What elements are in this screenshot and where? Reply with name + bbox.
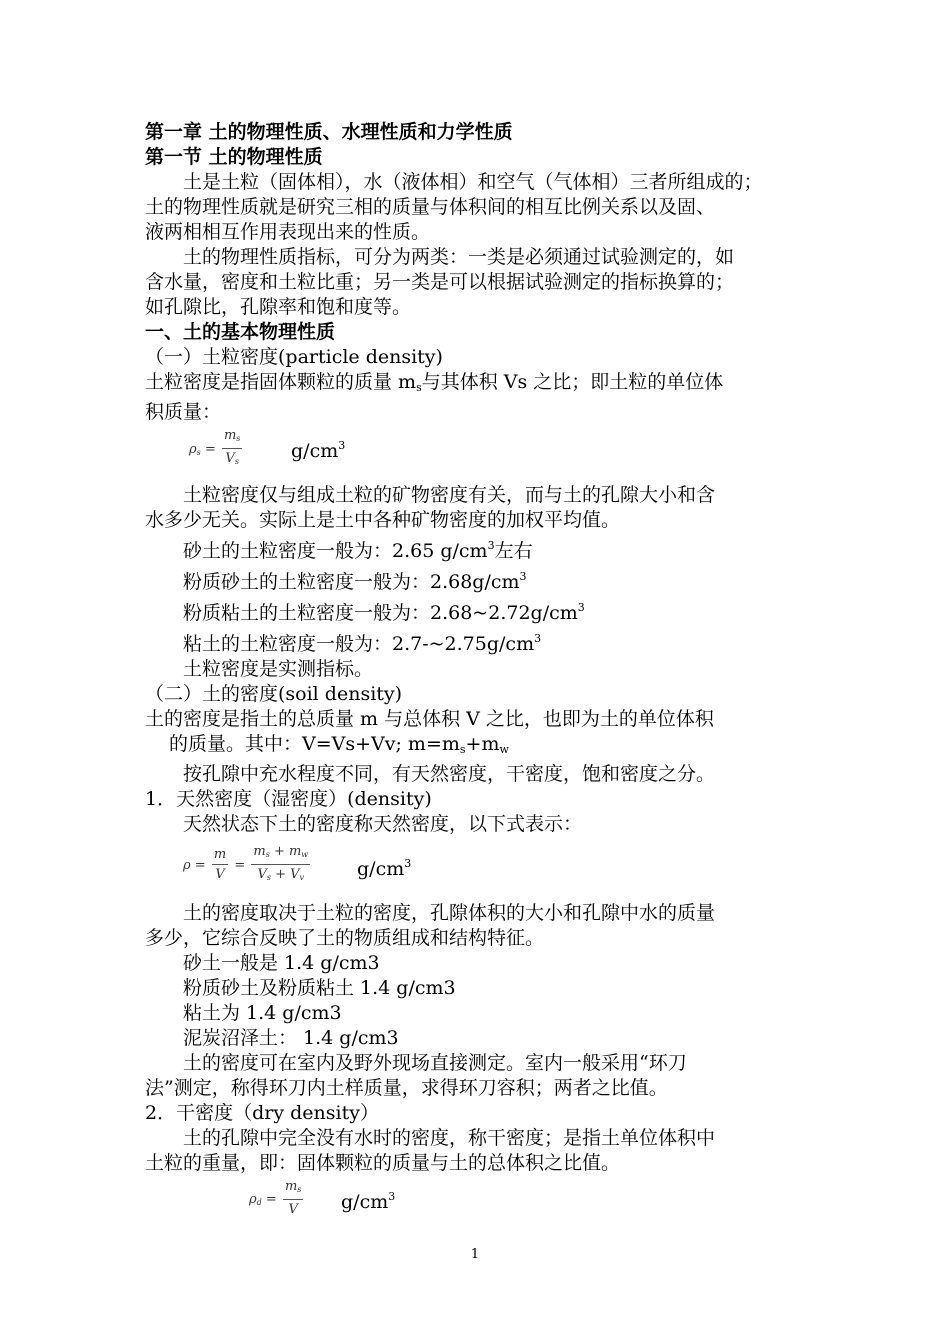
paragraph-line: 天然状态下土的密度称天然密度，以下式表示： [183, 813, 583, 835]
chapter-title: 第一章 土的物理性质、水理性质和力学性质 [145, 121, 513, 143]
paragraph-line: 土的密度可在室内及野外现场直接测定。室内一般采用“环刀 [183, 1052, 687, 1074]
paragraph-line: 土的密度是指土的总质量 m 与总体积 V 之比，也即为土的单位体积 [145, 708, 714, 730]
paragraph-line: 按孔隙中充水程度不同，有天然密度，干密度，饱和密度之分。 [183, 763, 716, 785]
paragraph-line: 土的孔隙中完全没有水时的密度，称干密度；是指土单位体积中 [183, 1127, 716, 1149]
paragraph-line: 土粒密度是指固体颗粒的质量 $m_s$与其体积 Vs 之比；即土粒的单位体 [145, 371, 724, 394]
paragraph-line: 土粒的重量，即：固体颗粒的质量与土的总体积之比值。 [145, 1152, 621, 1174]
paragraph-line: 液两相相互作用表现出来的性质。 [145, 221, 431, 243]
paragraph-line: 多少，它综合反映了土的物质组成和结构特征。 [145, 927, 545, 949]
paragraph-line: 砂土一般是 1.4 g/cm3 [183, 952, 380, 974]
paragraph-line: 粘土为 1.4 g/cm3 [183, 1002, 342, 1024]
subheading-dry-density: 2．干密度（dry density） [145, 1102, 379, 1124]
paragraph-line: 水多少无关。实际上是土中各种矿物密度的加权平均值。 [145, 509, 621, 531]
paragraph-line: 法”测定，称得环刀内土样质量，求得环刀容积；两者之比值。 [145, 1077, 668, 1099]
subheading-soil-density: （二）土的密度(soil density) [145, 683, 403, 705]
subheading-natural-density: 1．天然密度（湿密度）(density) [145, 788, 432, 810]
paragraph-line: 的质量。其中：V=Vs+Vv; $m=m_s+m_w$ [169, 733, 509, 756]
paragraph-line: 粉质砂土及粉质粘土 1.4 g/cm3 [183, 977, 456, 999]
paragraph-line: 土粒密度仅与组成土粒的矿物密度有关，而与土的孔隙大小和含 [183, 484, 716, 506]
heading-basic-properties: 一、土的基本物理性质 [145, 321, 336, 343]
paragraph-line: 泥炭沼泽土： 1.4 g/cm3 [183, 1027, 399, 1049]
paragraph-line: 土的物理性质就是研究三相的质量与体积间的相互比例关系以及固、 [145, 196, 716, 218]
paragraph-line: 土粒密度是实测指标。 [183, 658, 374, 680]
document-page [145, 120, 825, 1228]
paragraph-line: 如孔隙比，孔隙率和饱和度等。 [145, 296, 412, 318]
paragraph-line: 粉质砂土的土粒密度一般为：$2.68g/cm^3$ [183, 570, 527, 593]
paragraph-line: 土是土粒（固体相），水（液体相）和空气（气体相）三者所组成的； [183, 171, 763, 193]
paragraph-line: 粘土的土粒密度一般为：$2.7-\sim 2.75g/cm^3$ [183, 632, 542, 655]
equation-particle-density: ρs = $\frac{ms}{Vs}$ $g/cm^3$ [189, 428, 346, 466]
paragraph-line: 砂土的土粒密度一般为：2.65 $g/cm^3$左右 [183, 539, 533, 562]
paragraph-line: 粉质粘土的土粒密度一般为：$2.68\sim 2.72g/cm^3$ [183, 601, 585, 624]
paragraph-line: 积质量： [145, 401, 222, 423]
equation-natural-density: ρ = $\frac{m}{V}$ = $\frac{ms + mw}{Vs + Vv}$ $g/cm^3$ [183, 844, 412, 882]
equation-dry-density: ρd = $\frac{ms}{V}$ $g/cm^3$ [249, 1179, 396, 1217]
section-title: 第一节 土的物理性质 [145, 146, 323, 168]
paragraph-line: 土的物理性质指标，可分为两类：一类是必须通过试验测定的，如 [183, 246, 735, 268]
paragraph-line: 含水量，密度和土粒比重；另一类是可以根据试验测定的指标换算的； [145, 271, 735, 293]
paragraph-line: 土的密度取决于土粒的密度，孔隙体积的大小和孔隙中水的质量 [183, 902, 716, 924]
subheading-particle-density: （一）土粒密度(particle density) [145, 346, 443, 368]
page-number: 1 [470, 1247, 480, 1262]
